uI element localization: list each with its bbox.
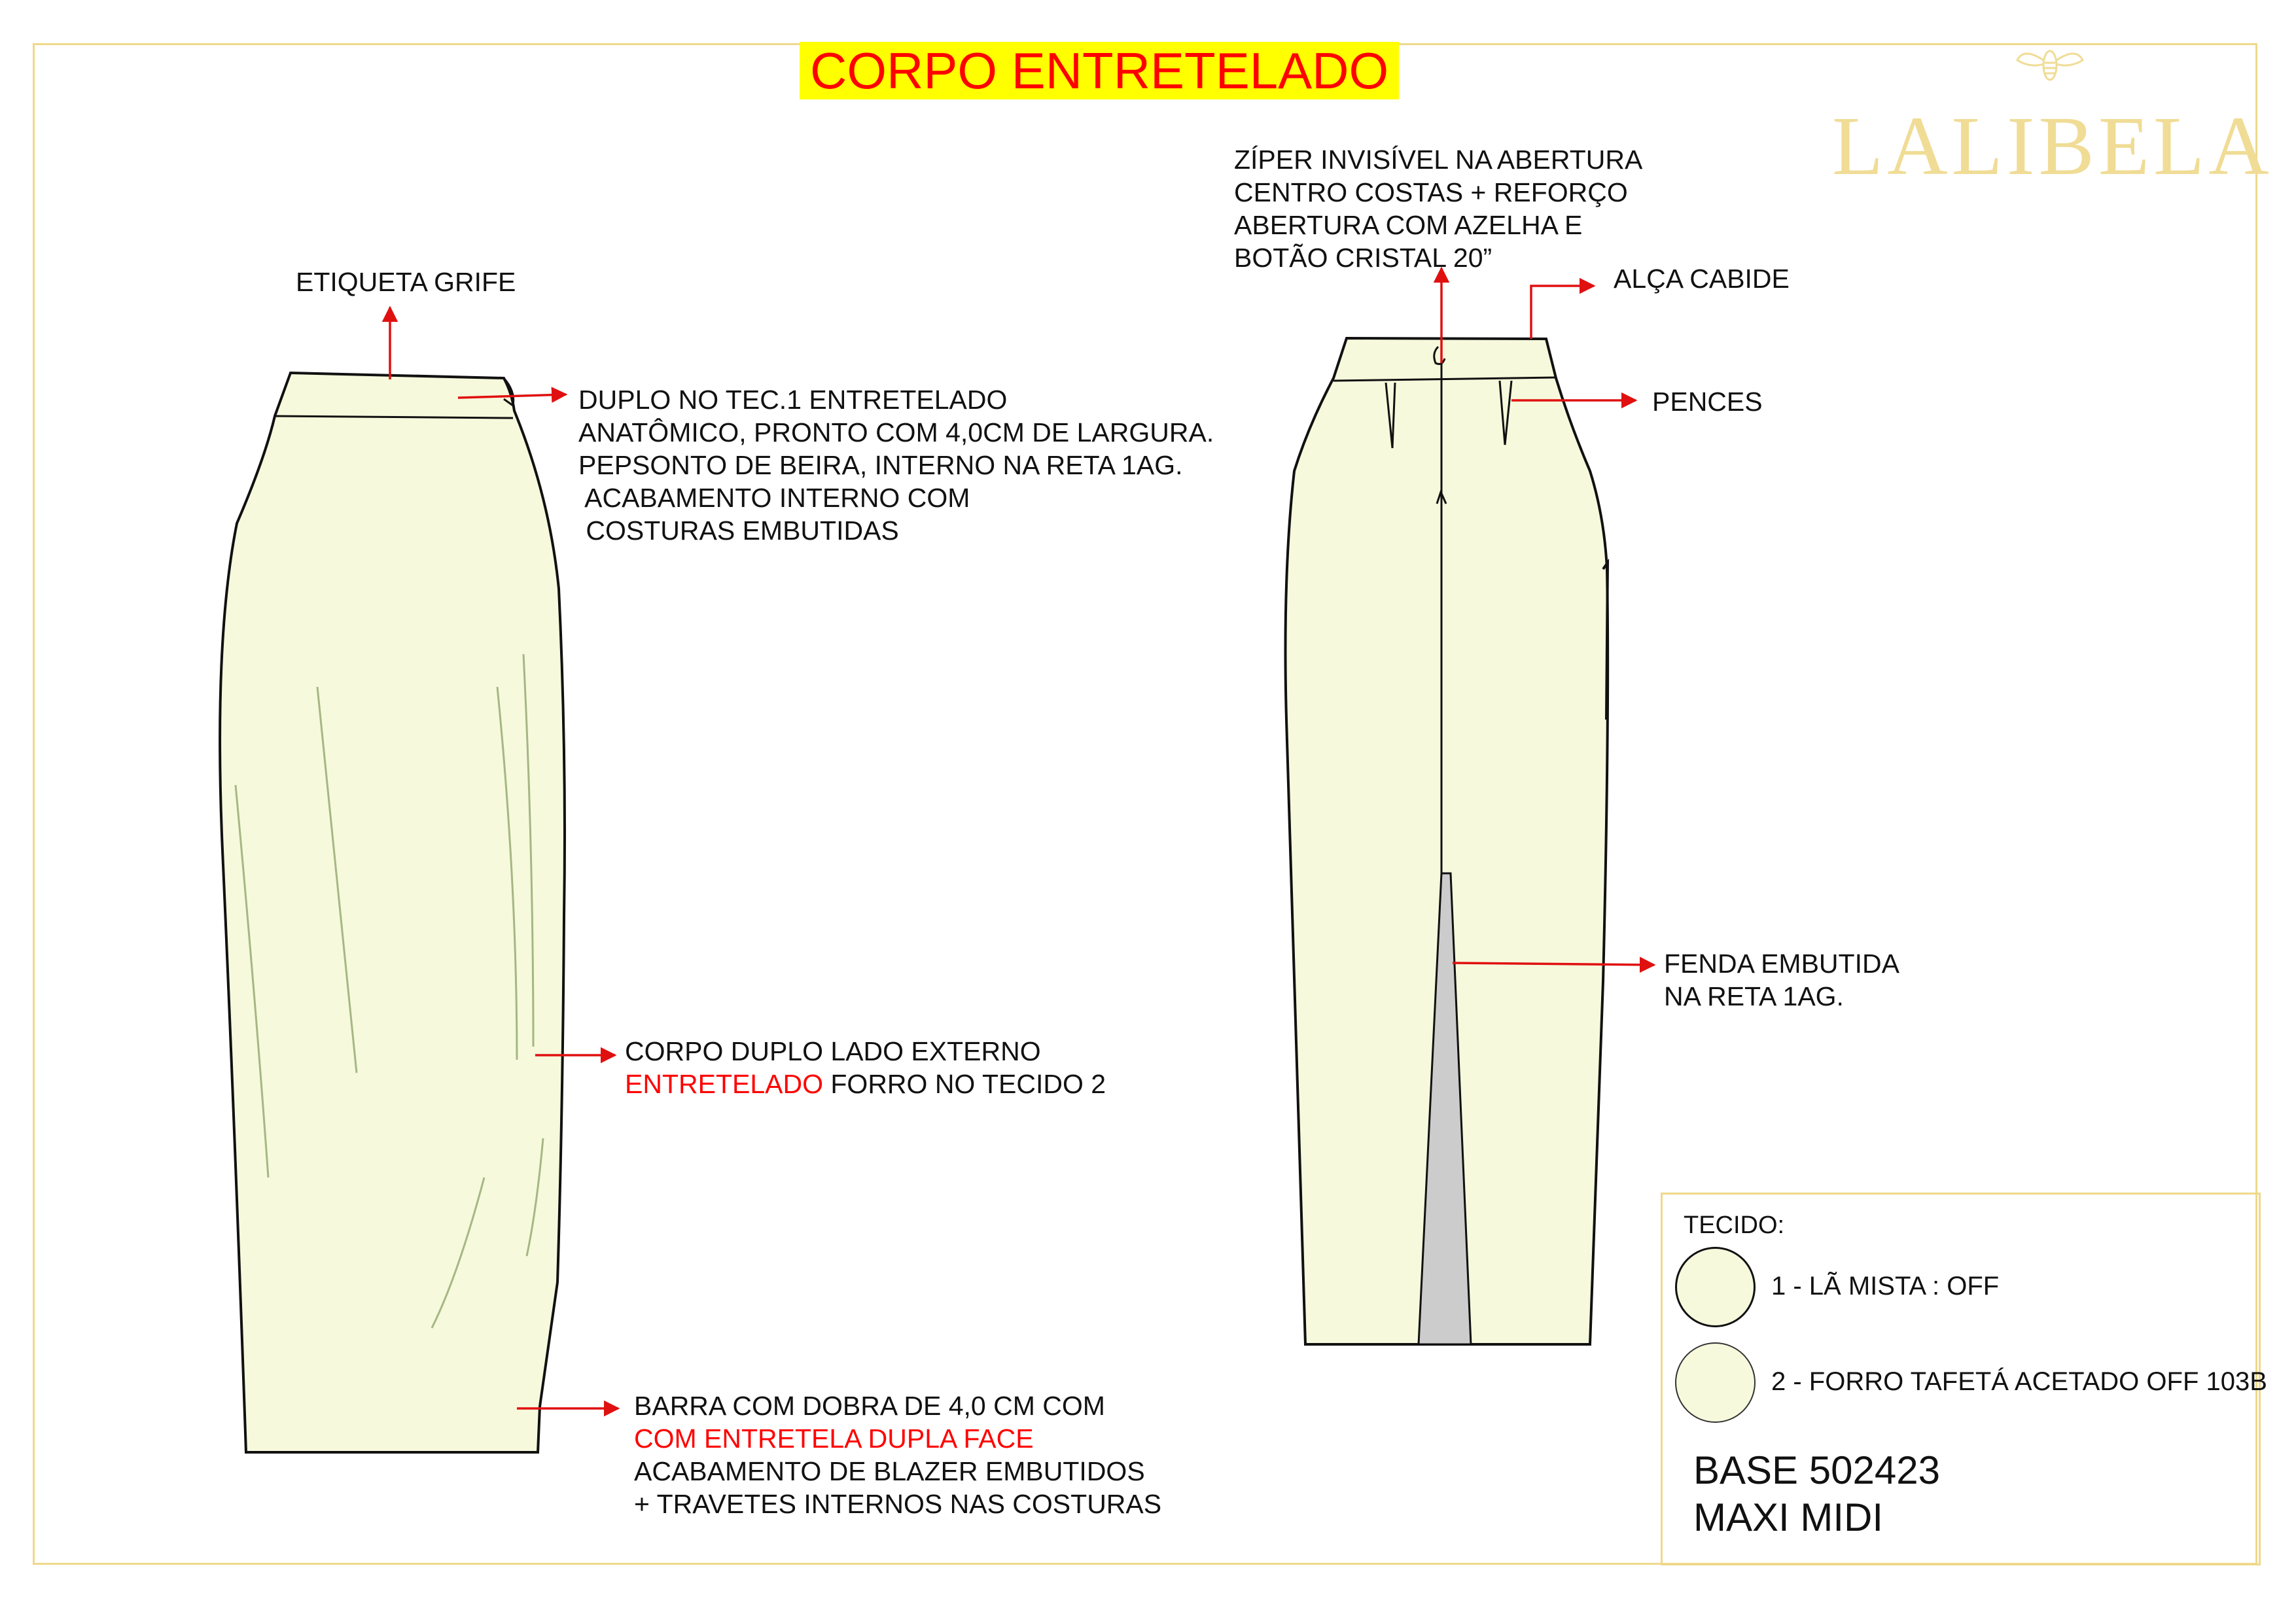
base-info [1693,1447,1940,1541]
note-red-text: COM ENTRETELA DUPLA FACE [634,1423,1034,1454]
note-corpo-duplo [625,1035,1106,1100]
note-text: FORRO NO TECIDO 2 [823,1069,1106,1099]
note-fenda [1664,947,1899,1013]
note-line: ACABAMENTO DE BLAZER EMBUTIDOS [634,1456,1145,1486]
tecido-label: TECIDO: [1684,1212,1785,1239]
brand-logo: LALIBELA [1832,99,2273,192]
note-line-mixed [625,1068,1106,1100]
note-line: PEPSONTO DE BEIRA, INTERNO NA RETA 1AG. [578,450,1183,480]
note-line: ETIQUETA GRIFE [296,267,516,297]
note-line: PENCES [1652,387,1763,417]
note-line: NA RETA 1AG. [1664,981,1844,1011]
note-line: FENDA EMBUTIDA [1664,949,1899,979]
note-barra [634,1389,1161,1520]
note-line: BARRA COM DOBRA DE 4,0 CM COM [634,1391,1105,1421]
note-line: ANATÔMICO, PRONTO COM 4,0CM DE LARGURA. [578,417,1214,447]
fabric-label-1: 1 - LÃ MISTA : OFF [1771,1272,2000,1300]
note-line: ALÇA CABIDE [1614,264,1790,294]
page-title: CORPO ENTRETELADO [800,42,1399,99]
note-line: DUPLO NO TEC.1 ENTRETELADO [578,385,1008,415]
note-line: COSTURAS EMBUTIDAS [578,515,899,546]
note-line: CORPO DUPLO LADO EXTERNO [625,1036,1041,1066]
note-etiqueta-grife [296,266,516,298]
note-red-text: ENTRETELADO [625,1069,823,1099]
base-model: MAXI MIDI [1693,1495,1884,1539]
note-duplo-waistband [578,383,1214,547]
note-line: ZÍPER INVISÍVEL NA ABERTURA [1234,145,1643,175]
front-skirt [220,373,565,1452]
note-line: BOTÃO CRISTAL 20” [1234,243,1492,273]
note-line: + TRAVETES INTERNOS NAS COSTURAS [634,1489,1162,1519]
fabric-swatch-1 [1675,1247,1756,1327]
back-skirt [1286,338,1608,1344]
note-ziper [1234,143,1642,274]
note-alca-cabide [1614,262,1790,295]
base-code: BASE 502423 [1693,1448,1940,1492]
note-line: ACABAMENTO INTERNO COM [578,483,970,513]
note-line: CENTRO COSTAS + REFORÇO [1234,177,1628,207]
fabric-swatch-2 [1675,1342,1756,1423]
note-line: ABERTURA COM AZELHA E [1234,210,1583,240]
fabric-label-2: 2 - FORRO TAFETÁ ACETADO OFF 103B [1771,1367,2267,1396]
note-pences [1652,385,1763,418]
